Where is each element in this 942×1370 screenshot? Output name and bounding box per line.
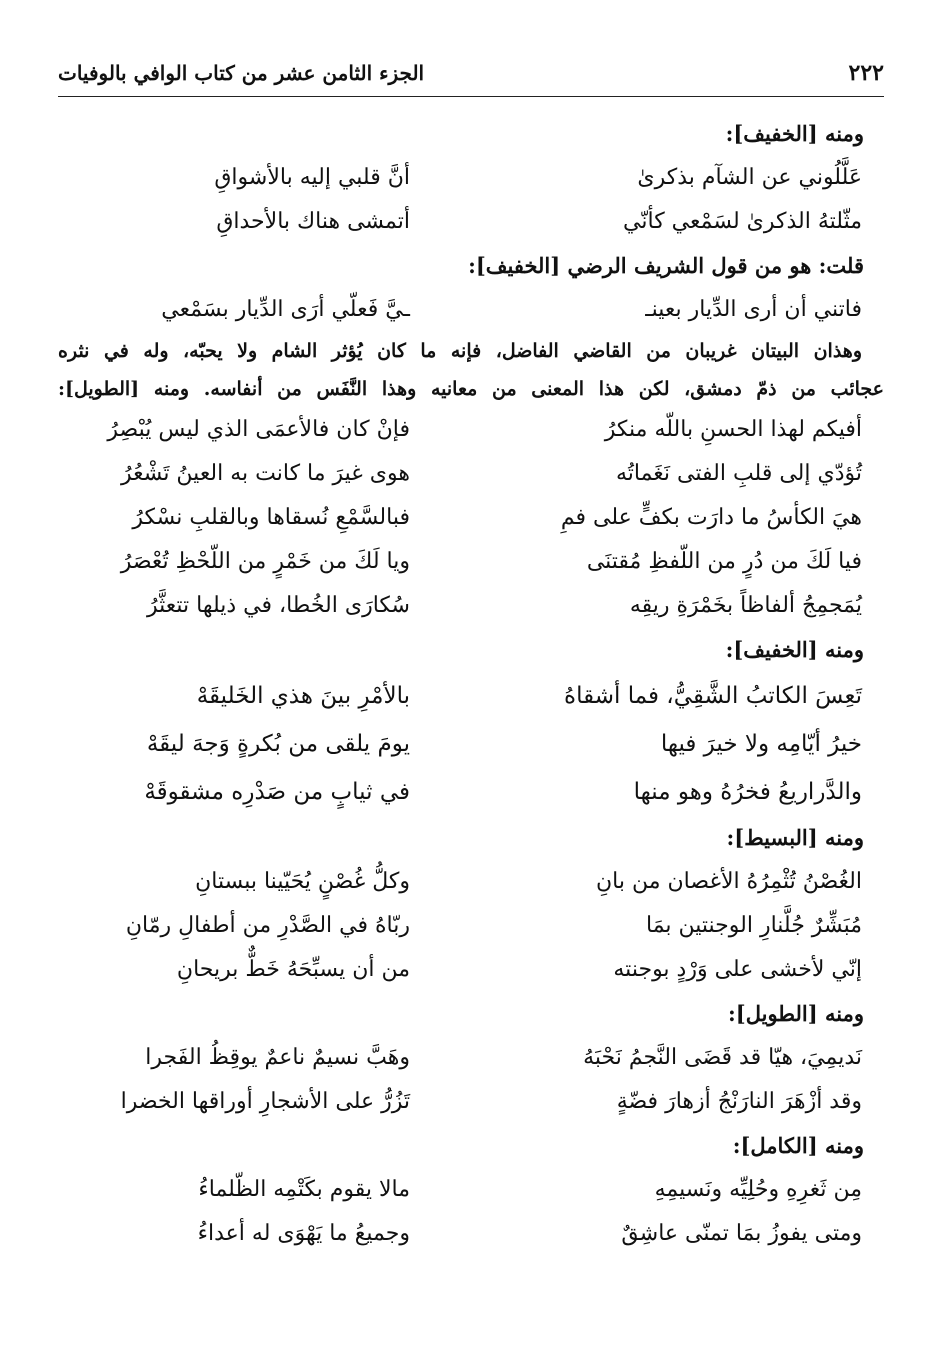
verse-first-hemistich: مُبَشِّرٌ جُلَّنارِ الوجنتين بمَا xyxy=(645,913,862,938)
verse-second-hemistich: تَزُرُّ على الأشجارِ أوراقها الخضرا xyxy=(120,1089,410,1114)
verse-second-hemistich: سُكارَى الخُطا، في ذيلها تتعثَّرُ xyxy=(146,593,410,618)
verse-second-hemistich: من أن يسبِّحَهُ خَطٌّ بريحانِ xyxy=(176,957,410,982)
page-number: ٢٢٢ xyxy=(848,60,884,86)
verse-line xyxy=(58,200,884,244)
verse-line xyxy=(58,904,884,948)
verse-second-hemistich: ربّاهُ في الصَّدْرِ من أطفالِ رمّانِ xyxy=(125,913,410,938)
verse-first-hemistich: فيا لَكَ من دُرٍ من اللّفظِ مُقتنَى xyxy=(586,549,862,574)
verse-second-hemistich: في ثيابٍ من صَدْرِه مشقوقَهْ xyxy=(144,779,410,805)
section-intro: ومنه [الطويل]: xyxy=(728,1001,864,1026)
verse-second-hemistich: وكلُّ غُصْنٍ يُحَيّينا ببستانِ xyxy=(195,869,410,894)
verse-line xyxy=(58,720,884,768)
section-intro: ومنه [البسيط]: xyxy=(726,825,864,850)
section-intro: ومنه [الكامل]: xyxy=(732,1133,864,1158)
verse-first-hemistich: تَعِسَ الكاتبُ الشَّقِيُّ، فما أشقاهُ xyxy=(564,683,862,709)
verse-second-hemistich: فإنْ كان فالأعمَى الذي ليس يُبْصِرُ xyxy=(107,417,410,442)
verse-line xyxy=(58,288,884,332)
verse-first-hemistich: تُؤدّي إلى قلبِ الفتى نَغَماتُه xyxy=(615,461,862,486)
page-header xyxy=(58,50,884,97)
section-intro: قلت: هو من قول الشريف الرضي [الخفيف]: xyxy=(468,253,864,278)
verse-line xyxy=(58,540,884,584)
verse-line xyxy=(58,948,884,992)
verse-second-hemistich: ـيَّ فَعلّي أرَى الدِّيار بسَمْعي xyxy=(161,297,410,322)
verse-line xyxy=(58,1080,884,1124)
verse-first-hemistich: نَديمِيَ، هيّا قد قَضَى النَّجمُ نَحْبَهُ xyxy=(583,1045,862,1070)
verse-second-hemistich: هوى غيرَ ما كانت به العينُ تَشْعُرُ xyxy=(120,461,410,486)
verse-second-hemistich: وجميعُ ما يَهْوَى له أعداءُ xyxy=(197,1221,410,1246)
verse-line xyxy=(58,156,884,200)
verse-second-hemistich: وهَبَّ نسيمٌ ناعمٌ يوقِظُ الفَجرا xyxy=(145,1045,410,1070)
verse-line xyxy=(58,452,884,496)
verse-first-hemistich: هيَ الكأسُ ما دارَت بكفٍّ على فمِ xyxy=(560,505,862,530)
verse-first-hemistich: عَلَّلُوني عن الشآم بذكرىٰ xyxy=(637,165,862,190)
verse-first-hemistich: وقد أزْهَرَ النارَنْجُ أزهارَ فضّةٍ xyxy=(616,1089,862,1114)
verse-second-hemistich: أتمشى هناك بالأحداقِ xyxy=(216,209,410,234)
verse-first-hemistich: خيرُ أيّامِه ولا خيرَ فيها xyxy=(660,731,862,757)
verse-first-hemistich: مِن ثَغرِهِ وحُلِيِّه ونَسيمِهِ xyxy=(654,1177,862,1202)
verse-line xyxy=(58,1036,884,1080)
section-intro: ومنه [الخفيف]: xyxy=(725,637,864,662)
prose-line: عجائب من ذمّ دمشق، لكن هذا المعنى من معانيه وهذا النَّفَس من أنفاسه. ومنه [الطويل]: xyxy=(58,378,884,400)
verse-second-hemistich: ويا لَكَ من خَمْرٍ من اللّحْظِ تُعْصَرُ xyxy=(120,549,410,574)
section-intro: ومنه [الخفيف]: xyxy=(725,121,864,146)
verse-second-hemistich: أنَّ قلبي إليه بالأشواقِ xyxy=(214,165,410,190)
verse-second-hemistich: فبالسَّمْعِ نُسقاها وبالقلبِ نسْكرُ xyxy=(132,505,410,530)
verse-line xyxy=(58,672,884,720)
verse-line xyxy=(58,1168,884,1212)
verse-first-hemistich: يُمَجمِجُ ألفاظاً بخَمْرَةِ ريقِه xyxy=(629,593,862,618)
verse-first-hemistich: إنّي لأخشى على وَرْدٍ بوجنته xyxy=(613,957,862,982)
verse-line xyxy=(58,496,884,540)
verse-second-hemistich: بالأمْرِ بينَ هذي الخَليقَهْ xyxy=(196,683,410,709)
verse-first-hemistich: مثّلتهُ الذكرىٰ لسَمْعي كأنّي xyxy=(623,209,862,234)
verse-line xyxy=(58,768,884,816)
prose-line: وهذان البيتان غريبان من القاضي الفاضل، فإنه ما كان يُؤثر الشام ولا يحبّه، وله في نثره xyxy=(58,340,862,362)
verse-line xyxy=(58,1212,884,1256)
verse-first-hemistich: والدَّراريعُ فخرُهُ وهو منها xyxy=(633,779,862,805)
verse-line xyxy=(58,860,884,904)
verse-line xyxy=(58,408,884,452)
verse-first-hemistich: فاتني أن أرى الدِّيار بعينـ xyxy=(645,297,862,322)
verse-line xyxy=(58,584,884,628)
verse-second-hemistich: مالا يقوم بكَتْمِه الظّلماءُ xyxy=(198,1177,410,1202)
page-body xyxy=(58,112,884,1256)
running-title: الجزء الثامن عشر من كتاب الوافي بالوفيات xyxy=(58,61,425,85)
verse-first-hemistich: الغُصْنُ تُثْمِرُهُ الأغصان من بانِ xyxy=(596,869,862,894)
verse-second-hemistich: يومَ يلقى من بُكرةٍ وَجهَ ليقَهْ xyxy=(146,731,410,757)
verse-first-hemistich: ومتى يفوزُ بمَا تمنّى عاشِقٌ xyxy=(621,1221,862,1246)
verse-first-hemistich: أفيكم لهذا الحسنِ باللّه منكرُ xyxy=(604,417,862,442)
